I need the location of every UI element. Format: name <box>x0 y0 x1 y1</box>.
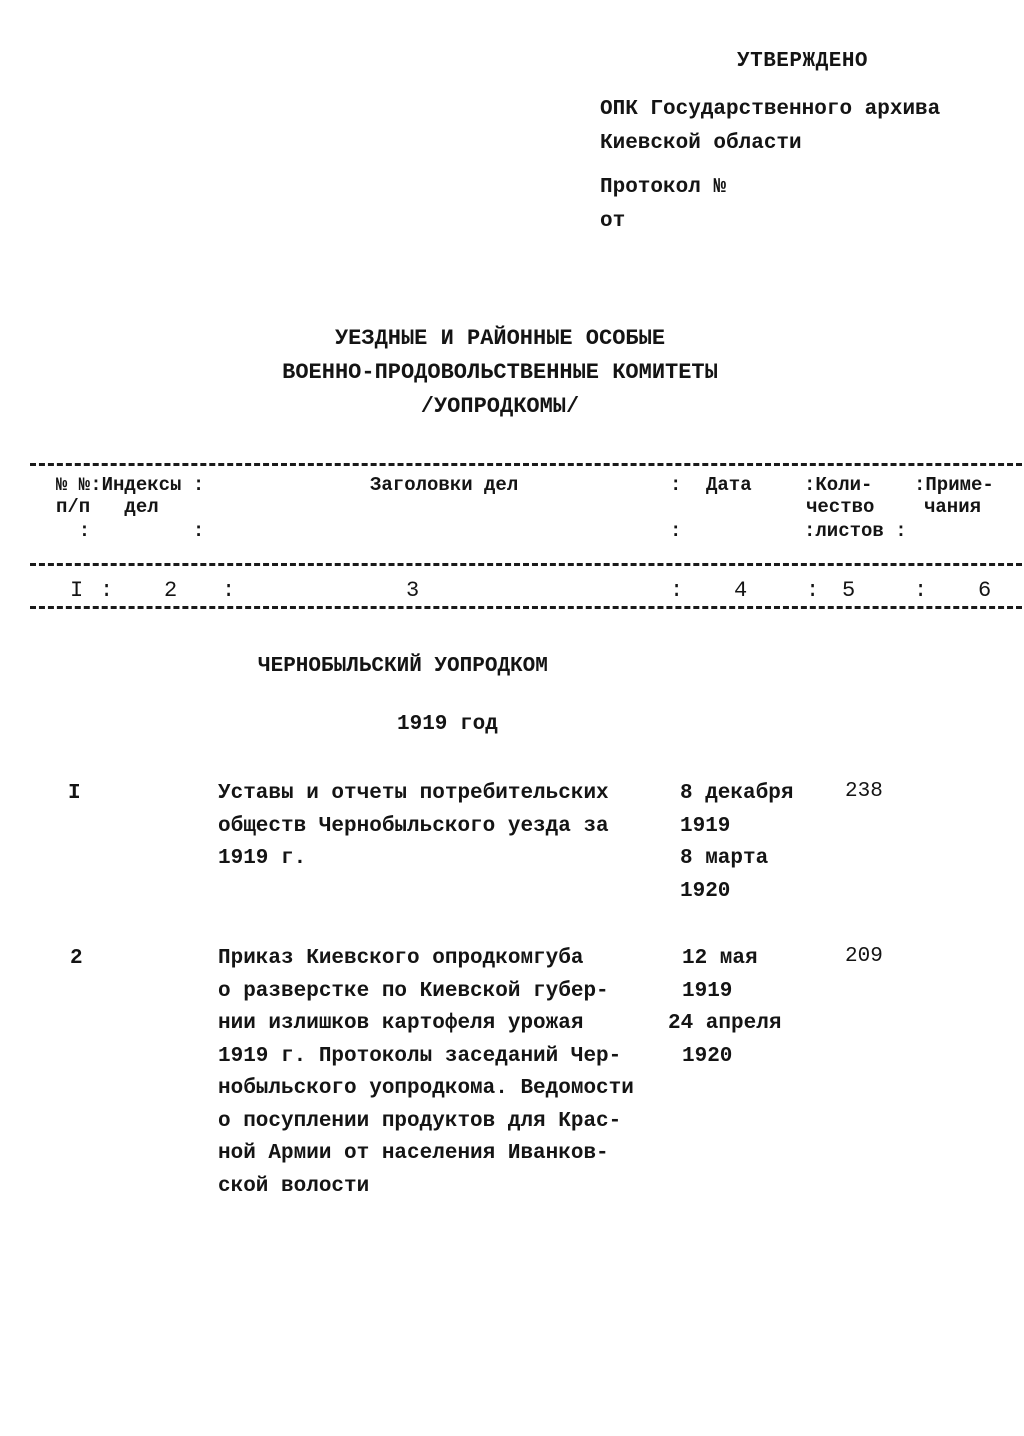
protocol-number-label: Протокол № <box>600 176 727 199</box>
table-header-divider <box>30 563 1022 566</box>
header-num-index-line-1: № №:Индексы : <box>56 474 205 496</box>
row-title-line: обществ Чернобыльского уезда за <box>218 814 609 838</box>
row-title-line: нобыльского уопродкома. Ведомости <box>218 1077 634 1100</box>
column-number: 6 <box>978 578 992 603</box>
row-date-line: 1919 <box>682 979 733 1003</box>
row-title-line: Уставы и отчеты потребительских <box>218 782 609 805</box>
row-date-line: 8 марта <box>680 847 769 870</box>
row-date-line: 8 декабря <box>680 782 794 805</box>
header-notes-line-1: :Приме- <box>914 474 994 496</box>
header-sep: : <box>670 474 682 496</box>
row-date-line: 24 апреля <box>668 1012 782 1035</box>
row-date-line: 1920 <box>682 1044 733 1068</box>
row-date-line: 1919 <box>680 814 731 838</box>
heading-line-1: УЕЗДНЫЕ И РАЙОННЫЕ ОСОБЫЕ <box>334 326 666 351</box>
document-heading <box>0 322 1000 424</box>
row-date-line: 12 мая <box>682 947 758 970</box>
row-title <box>218 943 634 1203</box>
row-title <box>218 778 609 876</box>
row-title-line: ной Армии от населения Иванков- <box>218 1142 609 1165</box>
header-case-titles: Заголовки дел <box>370 474 519 496</box>
approval-authority-line-1: ОПК Государственного архива <box>600 98 941 121</box>
header-sheet-count-line-1: :Коли- <box>804 474 873 496</box>
section-title: ЧЕРНОБЫЛЬСКИЙ УОПРОДКОМ <box>258 655 548 678</box>
column-number: 4 <box>734 578 748 603</box>
header-sep: : <box>670 520 682 542</box>
column-number: I <box>70 578 84 603</box>
column-sep: : <box>100 578 114 603</box>
header-notes-line-2: чания <box>924 496 982 518</box>
row-date-line: 1920 <box>680 879 731 903</box>
row-sheet-count: 209 <box>845 945 883 968</box>
row-number: 2 <box>70 947 83 970</box>
column-number: 2 <box>164 578 178 603</box>
header-sheet-count-line-2: чество <box>806 496 875 518</box>
row-dates <box>668 943 782 1073</box>
heading-line-3: /УОПРОДКОМЫ/ <box>420 394 580 419</box>
approval-authority-line-2: Киевской области <box>600 132 802 155</box>
row-title-line: о посуплении продуктов для Крас- <box>218 1109 622 1133</box>
column-sep: : <box>222 578 236 603</box>
row-dates <box>680 778 793 908</box>
row-title-line: Приказ Киевского опродкомгуба <box>218 947 584 970</box>
row-sheet-count: 238 <box>845 780 883 803</box>
row-title-line: нии излишков картофеля урожая <box>218 1012 584 1035</box>
column-sep: : <box>914 578 928 603</box>
header-date: Дата <box>706 474 752 496</box>
protocol-date-label: от <box>600 210 626 233</box>
heading-line-2: ВОЕННО-ПРОДОВОЛЬСТВЕННЫЕ КОМИТЕТЫ <box>282 360 718 385</box>
header-sheet-count-line-3: :листов : <box>804 520 907 542</box>
table-column-numbers-divider <box>30 606 1022 609</box>
table-top-rule <box>30 463 1022 466</box>
approval-title: УТВЕРЖДЕНО <box>737 50 869 73</box>
column-number: 5 <box>842 578 856 603</box>
row-title-line: 1919 г. <box>218 847 307 870</box>
section-year: 1919 год <box>397 713 498 736</box>
row-title-line: 1919 г. Протоколы заседаний Чер- <box>218 1044 622 1068</box>
column-sep: : <box>806 578 820 603</box>
column-sep: : <box>670 578 684 603</box>
row-title-line: о разверстке по Киевской губер- <box>218 979 609 1003</box>
row-title-line: ской волости <box>218 1174 370 1198</box>
column-number: 3 <box>406 578 420 603</box>
header-num-index-line-3: : : <box>56 520 205 542</box>
header-num-index-line-2: п/п дел <box>56 496 159 518</box>
row-number: I <box>68 782 81 805</box>
